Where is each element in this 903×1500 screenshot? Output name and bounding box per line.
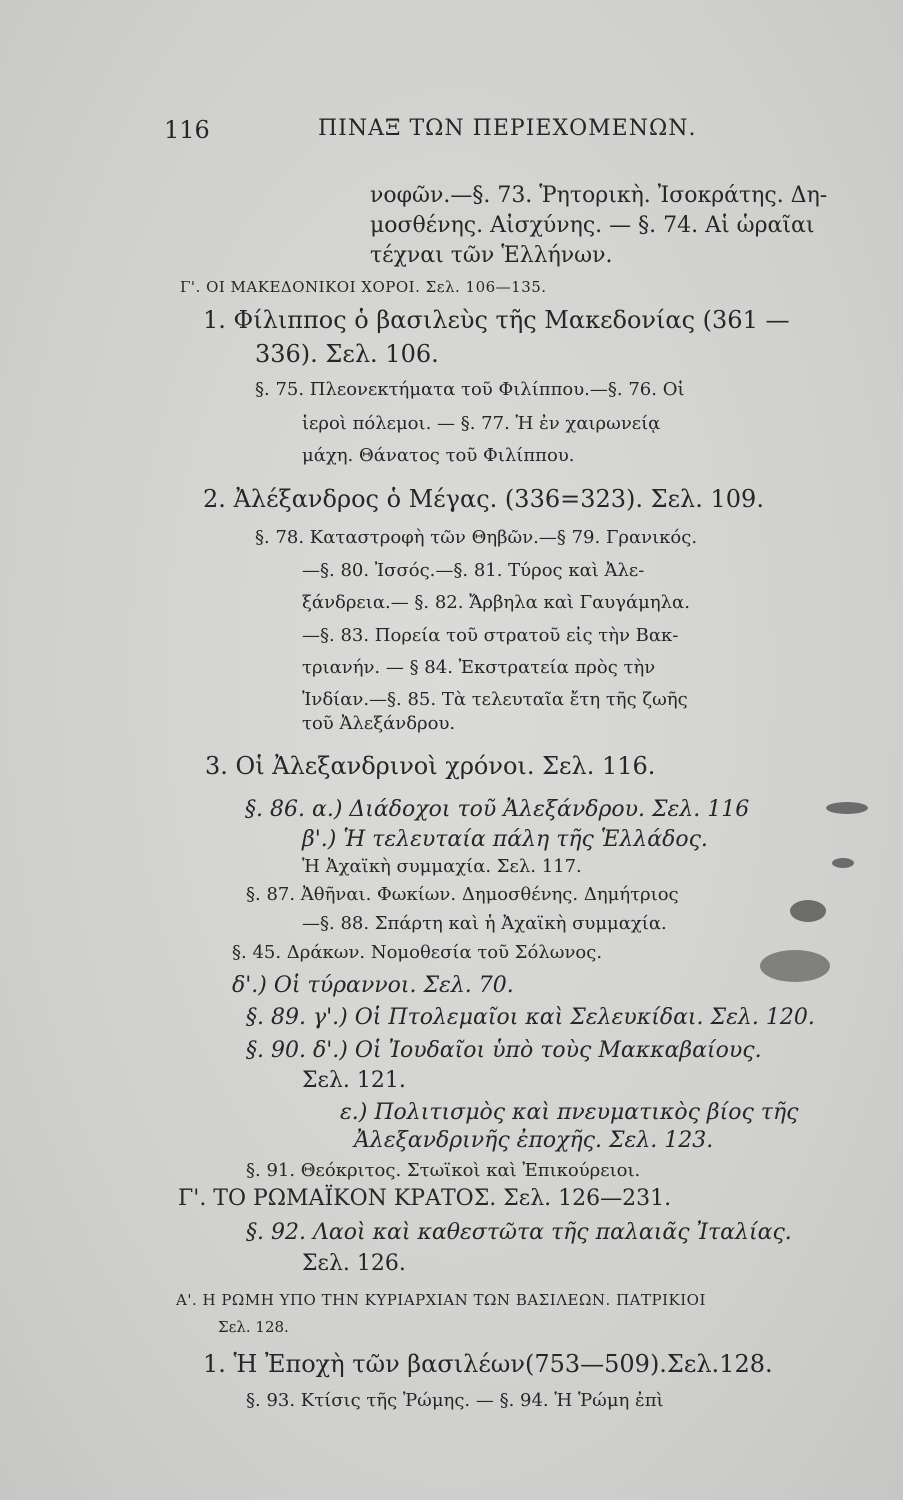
toc-line: —§. 88. Σπάρτη καὶ ἡ Ἀχαϊκὴ συμμαχία. [302, 913, 667, 934]
toc-line: β'.) Ἡ τελευταία πάλη τῆς Ἑλλάδος. [302, 827, 708, 852]
toc-line: μοσθένης. Αἰσχύνης. — §. 74. Αἱ ὡραῖαι [370, 213, 815, 238]
section-heading: Γ'. ΟΙ ΜΑΚΕΔΟΝΙΚΟΙ ΧΟΡΟΙ. Σελ. 106—135. [180, 278, 547, 296]
toc-line: ξάνδρεια.— §. 82. Ἄρβηλα καὶ Γαυγάμηλα. [302, 592, 690, 613]
chapter-line: 1. Φίλιππος ὁ βασιλεὺς τῆς Μακεδονίας (361 — [203, 306, 790, 334]
ink-stain [826, 802, 868, 814]
toc-line: ἱεροὶ πόλεμοι. — §. 77. Ἡ ἐν χαιρωνείᾳ [302, 413, 661, 434]
toc-line: §. 92. Λαοὶ καὶ καθεστῶτα τῆς παλαιᾶς Ἰταλίας. [246, 1220, 792, 1245]
chapter-line: 2. Ἀλέξανδρος ὁ Μέγας. (336=323). Σελ. 109. [203, 485, 764, 513]
chapter-line: 3. Οἱ Ἀλεξανδρινοὶ χρόνοι. Σελ. 116. [205, 752, 656, 780]
section-heading: Α'. Η ΡΩΜΗ ΥΠΟ ΤΗΝ ΚΥΡΙΑΡΧΙΑΝ ΤΩΝ ΒΑΣΙΛΕΩΝ. ΠΑΤΡΙΚΙΟΙ [176, 1291, 706, 1309]
toc-line: §. 78. Καταστροφὴ τῶν Θηβῶν.—§ 79. Γρανικός. [255, 527, 698, 548]
toc-line: δ'.) Οἱ τύραννοι. Σελ. 70. [232, 973, 514, 998]
toc-line: §. 86. α.) Διάδοχοι τοῦ Ἀλεξάνδρου. Σελ. 116 [245, 797, 750, 822]
ink-stain [760, 950, 830, 982]
toc-line: Ἀλεξανδρινῆς ἐποχῆς. Σελ. 123. [354, 1128, 714, 1153]
toc-line: §. 91. Θεόκριτος. Στωϊκοὶ καὶ Ἐπικούρειοι. [246, 1160, 641, 1181]
chapter-line: 336). Σελ. 106. [255, 340, 439, 368]
ink-stain [832, 858, 854, 868]
chapter-line: 1. Ἡ Ἐποχὴ τῶν βασιλέων(753—509).Σελ.128. [203, 1350, 773, 1378]
toc-line: —§. 83. Πορεία τοῦ στρατοῦ εἰς τὴν Βακ- [302, 625, 679, 646]
running-title: ΠΙΝΑΞ ΤΩΝ ΠΕΡΙΕΧΟΜΕΝΩΝ. [318, 116, 697, 141]
section-heading: Γ'. ΤΟ ΡΩΜΑΪΚΟΝ ΚΡΑΤΟΣ. Σελ. 126—231. [178, 1186, 672, 1211]
toc-line: §. 45. Δράκων. Νομοθεσία τοῦ Σόλωνος. [232, 942, 603, 963]
toc-line: §. 93. Κτίσις τῆς Ῥώμης. — §. 94. Ἡ Ῥώμη ἐπὶ [246, 1390, 664, 1411]
toc-line: Ἡ Ἀχαϊκὴ συμμαχία. Σελ. 117. [302, 856, 582, 877]
toc-line: τέχναι τῶν Ἑλλήνων. [370, 243, 613, 268]
toc-line: ε.) Πολιτισμὸς καὶ πνευματικὸς βίος τῆς [340, 1100, 799, 1125]
toc-line: Σελ. 121. [302, 1068, 406, 1093]
toc-line: §. 87. Ἀθῆναι. Φωκίων. Δημοσθένης. Δημήτριος [246, 884, 679, 905]
toc-line: §. 75. Πλεονεκτήματα τοῦ Φιλίππου.—§. 76. Οἱ [255, 379, 685, 400]
toc-line: §. 90. δ'.) Οἱ Ἰουδαῖοι ὑπὸ τοὺς Μακκαβαίους. [246, 1038, 762, 1063]
toc-line: Σελ. 126. [302, 1251, 406, 1276]
toc-line: Ἰνδίαν.—§. 85. Τὰ τελευταῖα ἔτη τῆς ζωῆς [302, 689, 688, 710]
toc-line: τριανήν. — § 84. Ἐκστρατεία πρὸς τὴν [302, 657, 656, 678]
toc-line: §. 89. γ'.) Οἱ Πτολεμαῖοι καὶ Σελευκίδαι. Σελ. 120. [246, 1005, 815, 1030]
toc-line: Σελ. 128. [218, 1318, 289, 1336]
page-number: 116 [164, 116, 210, 144]
toc-line: τοῦ Ἀλεξάνδρου. [302, 713, 456, 734]
toc-line: —§. 80. Ἰσσός.—§. 81. Τύρος καὶ Ἀλε- [302, 560, 645, 581]
toc-line: νοφῶν.—§. 73. Ῥητορικὴ. Ἰσοκράτης. Δη- [370, 183, 828, 208]
toc-line: μάχη. Θάνατος τοῦ Φιλίππου. [302, 445, 575, 466]
ink-stain [790, 900, 826, 922]
